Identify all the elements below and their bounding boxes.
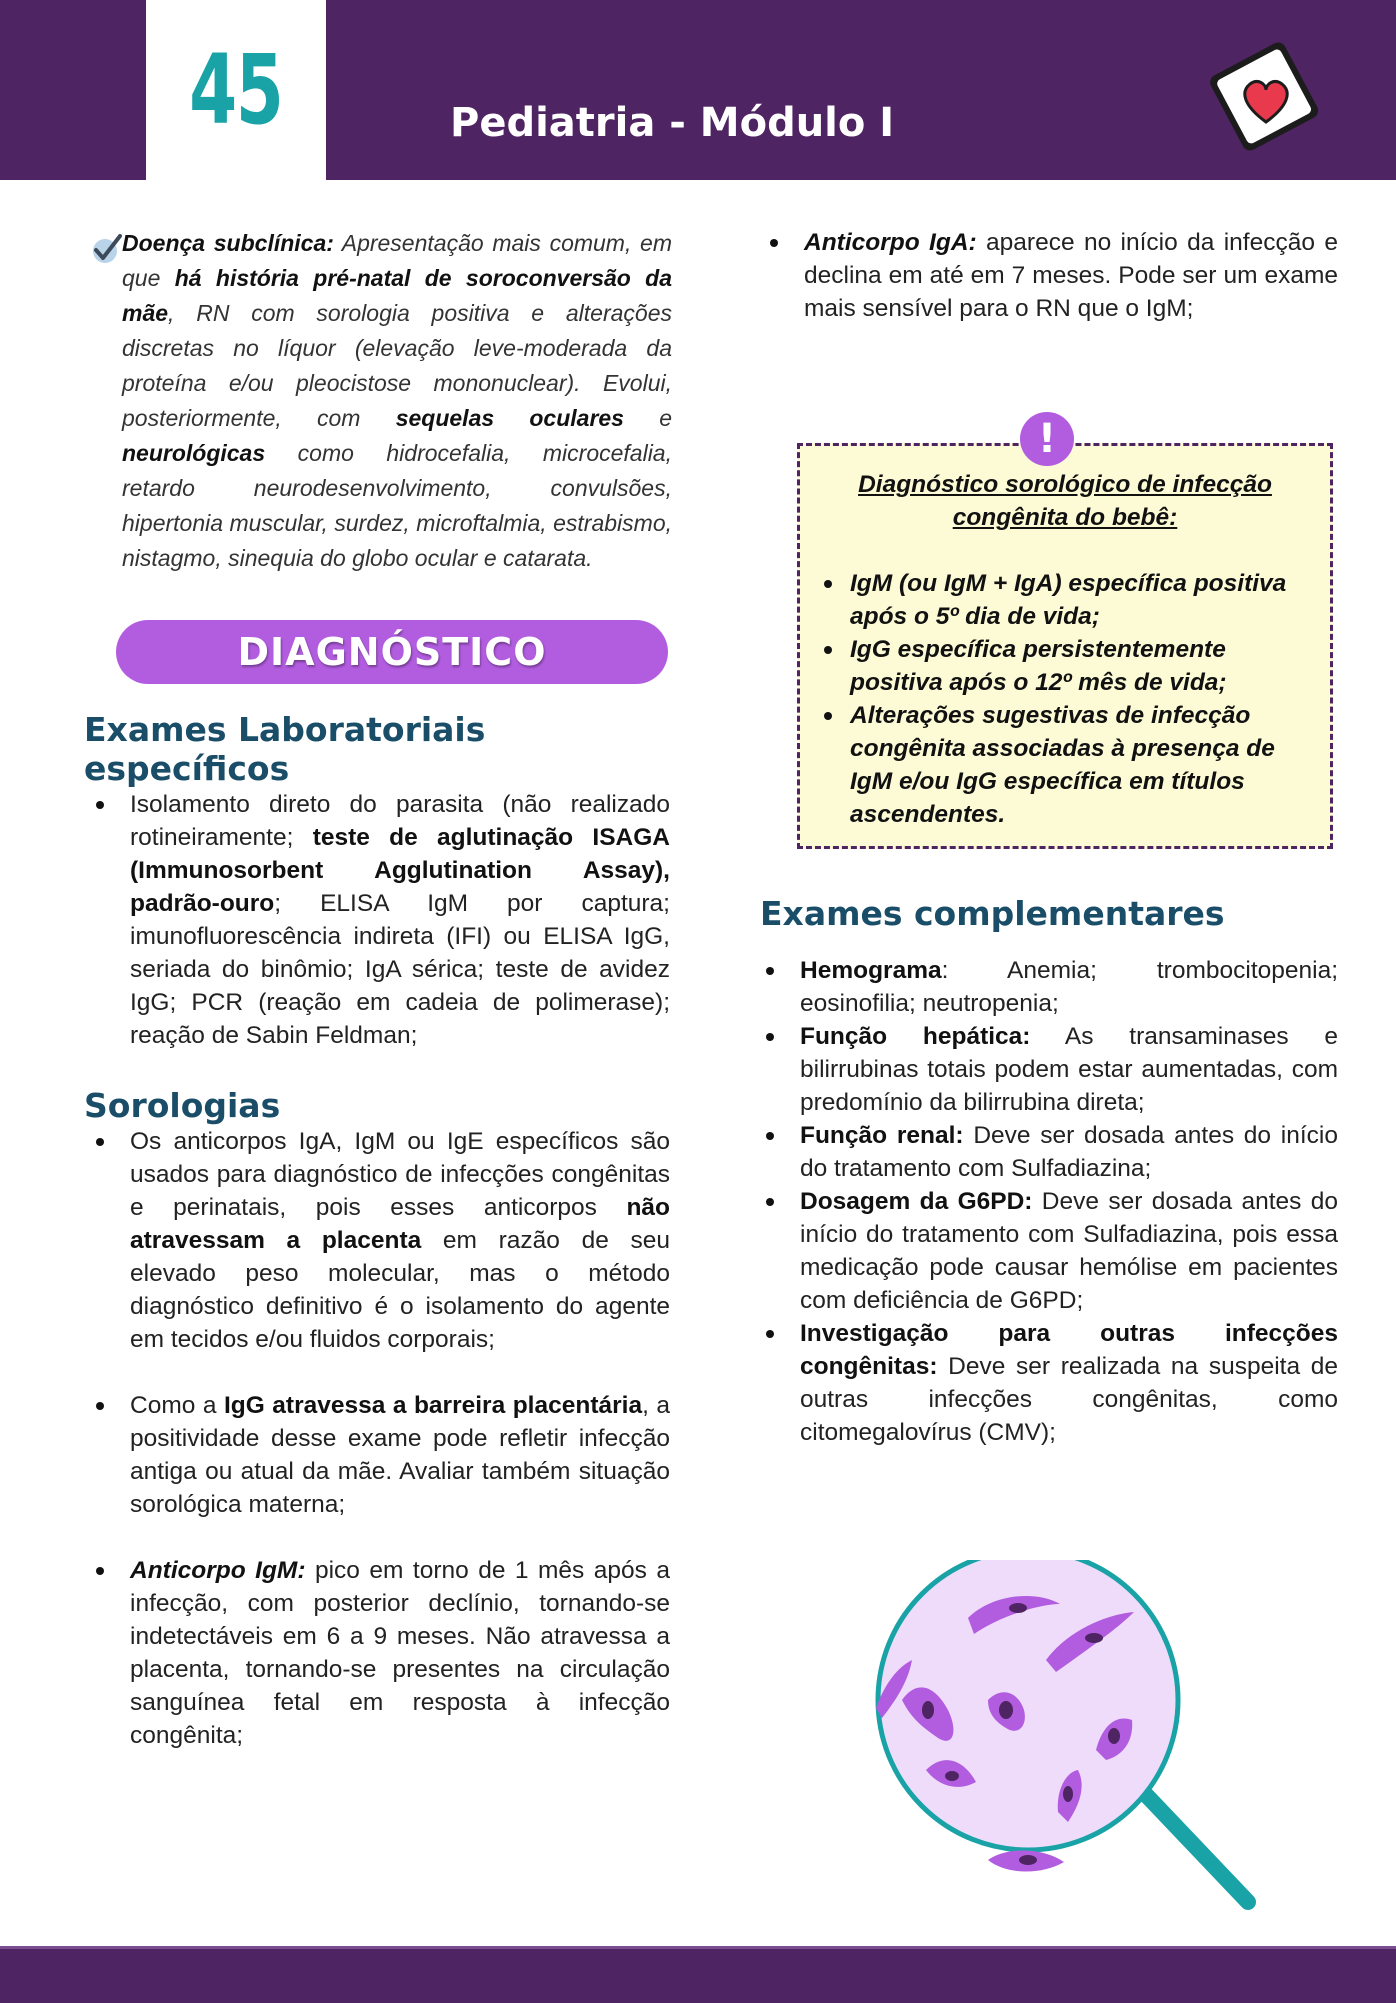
comp-text-5: Deve ser realizada na suspeita de outras infecções congênitas, como citomegalovírus (CMV); — [800, 1353, 1338, 1446]
list-item — [84, 1125, 670, 1356]
complementares-list — [754, 954, 1338, 1449]
sorol-text-1b: em razão de seu elevado peso molecular, mas o método diagnóstico definitivo é o isolamento do agente em tecidos e/ou fluidos corporais; — [130, 1227, 670, 1353]
sorol-bold-2: IgG atravessa a barreira placentária — [223, 1392, 643, 1419]
subclinical-text-3: e — [623, 405, 672, 431]
comp-bold-1: Hemograma — [800, 957, 942, 984]
comp-bold-3: Função renal: — [800, 1122, 964, 1149]
comp-text-3: Deve ser dosada antes do início do tratamento com Sulfadiazina; — [800, 1122, 1338, 1182]
iga-list — [758, 226, 1338, 325]
subclinical-term: Doença subclínica: — [122, 230, 334, 256]
heart-card-icon — [1196, 40, 1336, 160]
list-item — [754, 1119, 1338, 1185]
comp-bold-2: Função hepática: — [800, 1023, 1031, 1050]
iga-text: aparece no início da infecção e declina em até em 7 meses. Pode ser um exame mais sensível para o RN que o IgM; — [804, 229, 1338, 322]
exam-text-2: ; ELISA IgM por captura; imunofluorescência indireta (IFI) ou ELISA IgG, seriada do binômio; IgA sérica; teste de avidez IgG; PCR (reação em cadeia de polimerase); reação de Sabin Feldman; — [130, 890, 670, 1049]
exam-text-1: Isolamento direto do parasita (não realizado rotineiramente; — [130, 791, 670, 851]
footer-bar — [0, 1946, 1396, 2003]
subclinical-text-1: Apresentação mais comum, em que — [122, 230, 672, 291]
list-item — [758, 226, 1338, 325]
comp-text-4: Deve ser dosada antes do início do tratamento com Sulfadiazina, pois essa medicação pode causar hemólise em pacientes com deficiência de G6PD; — [800, 1188, 1338, 1314]
sorologias-heading: Sorologias — [84, 1086, 281, 1125]
sorol-bold-1: não atravessam a placenta — [130, 1194, 670, 1254]
page-number: 45 — [189, 34, 283, 146]
complementares-heading: Exames complementares — [760, 894, 1225, 933]
iga-bold: Anticorpo IgA: — [804, 229, 977, 256]
sorol-text-2a: Como a — [130, 1392, 224, 1419]
subclinical-paragraph — [84, 226, 672, 576]
exam-bold-1: teste de aglutinação ISAGA (Immunosorbent Agglutination Assay), padrão-ouro — [130, 824, 670, 917]
comp-bold-4: Dosagem da G6PD: — [800, 1188, 1033, 1215]
sorol-text-1a: Os anticorpos IgA, IgM ou IgE específicos são usados para diagnóstico de infecções congênitas e perinatais, pois esses anticorpos — [130, 1128, 670, 1221]
page-number-box — [146, 0, 326, 180]
right-column — [758, 226, 1338, 325]
subclinical-text-4: como hidrocefalia, microcefalia, retardo neurodesenvolvimento, convulsões, hipertonia muscular, surdez, microftalmia, estrabismo, nistagmo, sinequia do globo ocular e catarata. — [122, 440, 672, 571]
subclinical-bold-3: neurológicas — [122, 440, 266, 466]
list-item — [754, 954, 1338, 1020]
exames-lab-heading: Exames Laboratoriais específicos — [84, 710, 486, 788]
sorologias-list — [84, 1125, 670, 1752]
list-item: IgM (ou IgM + IgA) específica positiva após o 5º dia de vida; — [800, 567, 1310, 633]
list-item — [84, 1389, 670, 1521]
serology-alert-box — [797, 443, 1333, 849]
sorol-text-2b: , a positividade desse exame pode refletir infecção antiga ou atual da mãe. Avaliar também situação sorológica materna; — [130, 1392, 670, 1518]
subclinical-text-2: , RN com sorologia positiva e alterações discretas no líquor (elevação leve-moderada da proteína e/ou pleocistose mononuclear). Evolui, posteriormente, com — [122, 300, 672, 431]
list-item — [84, 788, 670, 1052]
magnifier-parasite-icon — [868, 1560, 1268, 1920]
header-title: Pediatria - Módulo I — [450, 100, 895, 146]
list-item — [754, 1185, 1338, 1317]
list-item: IgG específica persistentemente positiva após o 12º mês de vida; — [800, 633, 1310, 699]
exames-lab-list — [84, 788, 670, 1052]
exclamation-icon: ! — [1020, 412, 1074, 466]
sorol-bold-3: Anticorpo IgM: — [130, 1557, 306, 1584]
list-item: Alterações sugestivas de infecção congênita associadas à presença de IgM e/ou IgG específica em títulos ascendentes. — [800, 699, 1310, 831]
list-item — [754, 1020, 1338, 1119]
alert-title: Diagnóstico sorológico de infecção congênita do bebê: — [858, 471, 1272, 531]
alert-list — [800, 567, 1330, 831]
left-column — [84, 226, 673, 1752]
check-icon — [90, 232, 124, 266]
subclinical-bold-2: sequelas oculares — [395, 405, 624, 431]
comp-text-1: : Anemia; trombocitopenia; eosinofilia; neutropenia; — [800, 957, 1338, 1017]
comp-bold-5: Investigação para outras infecções congênitas: — [800, 1320, 1338, 1380]
list-item — [754, 1317, 1338, 1449]
list-item — [84, 1554, 670, 1752]
subclinical-bold-1: há história pré-natal de soroconversão da mãe — [122, 265, 673, 326]
comp-text-2: As transaminases e bilirrubinas totais podem estar aumentadas, com predomínio da bilirrubina direta; — [800, 1023, 1339, 1116]
sorol-text-3: pico em torno de 1 mês após a infecção, com posterior declínio, tornando-se indetectáveis em 6 a 9 meses. Não atravessa a placenta, tornando-se presentes na circulação sanguínea fetal em resposta à infecção congênita; — [130, 1557, 670, 1749]
diagnostico-banner: DIAGNÓSTICO — [116, 620, 668, 684]
